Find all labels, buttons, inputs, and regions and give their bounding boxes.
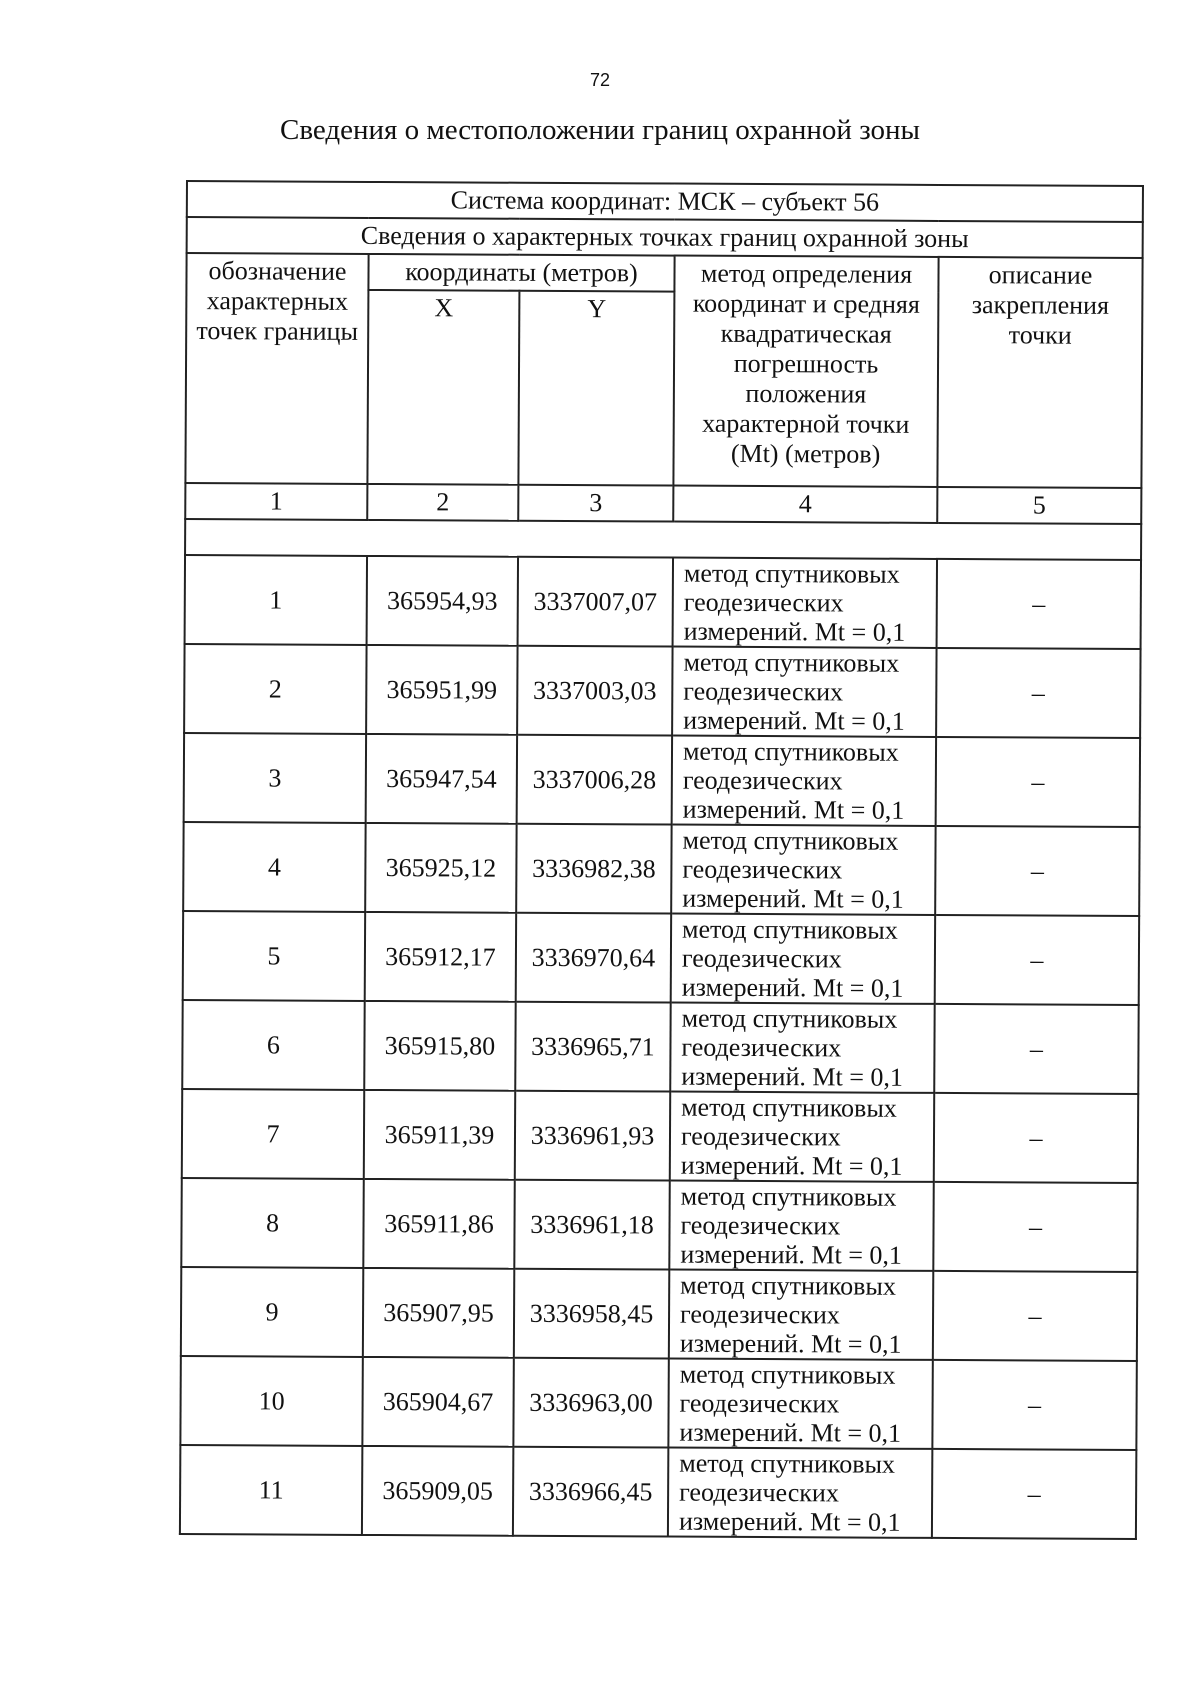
blank-row [185, 519, 1141, 560]
method-line: измерений. Mt = 0,1 [679, 1417, 902, 1448]
method-line: измерений. Mt = 0,1 [680, 1239, 903, 1270]
x-coordinate-cell: 365909,05 [362, 1446, 513, 1536]
y-coordinate-cell: 3336961,93 [515, 1091, 670, 1181]
method-cell [669, 1270, 933, 1360]
method-line: метод спутниковых [680, 1270, 896, 1301]
column-number: 2 [367, 484, 518, 521]
y-coordinate-cell: 3336958,45 [514, 1269, 669, 1359]
table-row [180, 1445, 1136, 1539]
x-coordinate-cell: 365911,86 [363, 1179, 514, 1269]
method-line: измерений. Mt = 0,1 [681, 972, 904, 1003]
y-coordinate-cell: 3336963,00 [513, 1358, 668, 1448]
y-coordinate-cell: 3336982,38 [516, 824, 671, 914]
coordinate-system-row [187, 181, 1143, 222]
y-coordinate-cell: 3336965,71 [515, 1002, 670, 1092]
point-cell: 8 [181, 1178, 363, 1268]
x-coordinate-cell: 365907,95 [363, 1268, 514, 1358]
document-title: Сведения о местоположении границ охранной зоны [279, 114, 920, 146]
x-coordinate-cell: 365947,54 [366, 734, 517, 824]
point-cell: 4 [183, 822, 365, 912]
point-cell: 6 [182, 1000, 364, 1090]
y-coordinate-cell: 3336970,64 [516, 913, 671, 1003]
method-cell [669, 1181, 933, 1271]
fixing-cell: – [935, 915, 1139, 1005]
table-row [184, 644, 1140, 738]
header-method: метод определения координат и средняя квадратическая погрешность положения характерной точки (Mt) (метров) [673, 256, 938, 487]
method-cell [673, 558, 937, 648]
method-line: геодезических [683, 587, 844, 618]
y-coordinate-cell: 3337006,28 [517, 735, 672, 825]
fixing-cell: – [934, 1004, 1138, 1094]
method-line: метод спутниковых [683, 558, 900, 589]
table-row [182, 1000, 1138, 1094]
column-number: 1 [185, 483, 367, 520]
x-coordinate-cell: 365954,93 [367, 556, 518, 646]
fixing-cell: – [936, 737, 1140, 827]
fixing-cell: – [932, 1360, 1136, 1450]
table-row [185, 555, 1141, 649]
method-line: измерений. Mt = 0,1 [680, 1150, 903, 1181]
boundary-points-table [179, 180, 1144, 1540]
x-coordinate-cell: 365951,99 [366, 645, 517, 735]
method-line: геодезических [682, 765, 843, 796]
table-row [184, 733, 1140, 827]
column-number: 4 [673, 486, 937, 523]
method-cell [670, 1092, 934, 1182]
header-coordinates: координаты (метров) [368, 254, 674, 292]
x-coordinate-cell: 365904,67 [362, 1357, 513, 1447]
method-line: измерений. Mt = 0,1 [683, 616, 906, 647]
page-number: 72 [589, 70, 611, 90]
table-row [181, 1267, 1137, 1361]
y-coordinate-cell: 3337007,07 [518, 557, 673, 647]
method-cell [671, 914, 935, 1004]
method-line: измерений. Mt = 0,1 [682, 883, 904, 914]
point-cell: 2 [184, 644, 366, 734]
method-line: геодезических [681, 1032, 842, 1063]
method-cell [672, 647, 936, 737]
fixing-cell: – [935, 826, 1139, 916]
method-line: метод спутниковых [682, 736, 899, 767]
y-coordinate-cell: 3336966,45 [513, 1447, 668, 1537]
blank-cell [185, 519, 1141, 560]
table-row [181, 1178, 1137, 1272]
method-cell [668, 1359, 932, 1449]
method-line: измерений. Mt = 0,1 [681, 1061, 903, 1092]
fixing-cell: – [936, 648, 1140, 738]
method-line: геодезических [680, 1121, 841, 1152]
point-cell: 10 [180, 1356, 362, 1446]
x-coordinate-cell: 365925,12 [365, 823, 516, 913]
table-subtitle-row [187, 217, 1143, 258]
method-cell [670, 1003, 934, 1093]
method-line: измерений. Mt = 0,1 [683, 705, 905, 736]
method-line: геодезических [680, 1210, 841, 1241]
table-row [183, 911, 1139, 1005]
method-line: измерений. Mt = 0,1 [678, 1506, 901, 1537]
method-line: геодезических [682, 854, 843, 885]
method-line: геодезических [683, 676, 844, 707]
method-cell [672, 736, 936, 826]
column-number: 3 [518, 485, 673, 522]
method-cell [668, 1448, 932, 1538]
point-cell: 9 [181, 1267, 363, 1357]
x-coordinate-cell: 365911,39 [364, 1090, 515, 1180]
method-line: метод спутниковых [682, 825, 899, 856]
column-numbers-row [185, 483, 1141, 524]
header-designation: обозначение характерных точек границы [185, 253, 368, 484]
table-subtitle-cell: Сведения о характерных точках границ охранной зоны [187, 217, 1143, 258]
method-line: метод спутниковых [679, 1448, 896, 1479]
point-cell: 5 [183, 911, 365, 1001]
method-line: геодезических [679, 1477, 839, 1508]
method-line: геодезических [679, 1388, 840, 1419]
header-x: X [367, 290, 519, 485]
y-coordinate-cell: 3336961,18 [514, 1180, 669, 1270]
point-cell: 3 [184, 733, 366, 823]
method-line: геодезических [681, 943, 842, 974]
method-line: метод спутниковых [679, 1359, 896, 1390]
column-number: 5 [937, 487, 1141, 524]
header-y: Y [518, 291, 674, 486]
point-cell: 11 [180, 1445, 362, 1535]
point-cell: 1 [185, 555, 367, 645]
method-line: измерений. Mt = 0,1 [679, 1328, 902, 1359]
fixing-cell: – [933, 1271, 1137, 1361]
method-line: метод спутниковых [680, 1181, 897, 1212]
y-coordinate-cell: 3337003,03 [517, 646, 672, 736]
method-line: метод спутниковых [681, 1003, 898, 1034]
fixing-cell: – [937, 559, 1141, 649]
fixing-cell: – [932, 1449, 1136, 1539]
table-row [182, 1089, 1138, 1183]
method-line: геодезических [679, 1299, 840, 1330]
fixing-cell: – [933, 1182, 1137, 1272]
header-row-top [186, 253, 1142, 294]
method-line: измерений. Mt = 0,1 [682, 794, 905, 825]
x-coordinate-cell: 365912,17 [365, 912, 516, 1002]
table-row [183, 822, 1139, 916]
point-cell: 7 [182, 1089, 364, 1179]
x-coordinate-cell: 365915,80 [364, 1001, 515, 1091]
method-line: метод спутниковых [681, 1092, 897, 1123]
method-line: метод спутниковых [682, 914, 898, 945]
header-fixing: описание закрепления точки [937, 257, 1142, 488]
method-cell [671, 825, 935, 915]
coordinate-system-cell: Система координат: МСК – субъект 56 [187, 181, 1143, 222]
table-row [180, 1356, 1136, 1450]
method-line: метод спутниковых [683, 647, 900, 678]
fixing-cell: – [934, 1093, 1138, 1183]
